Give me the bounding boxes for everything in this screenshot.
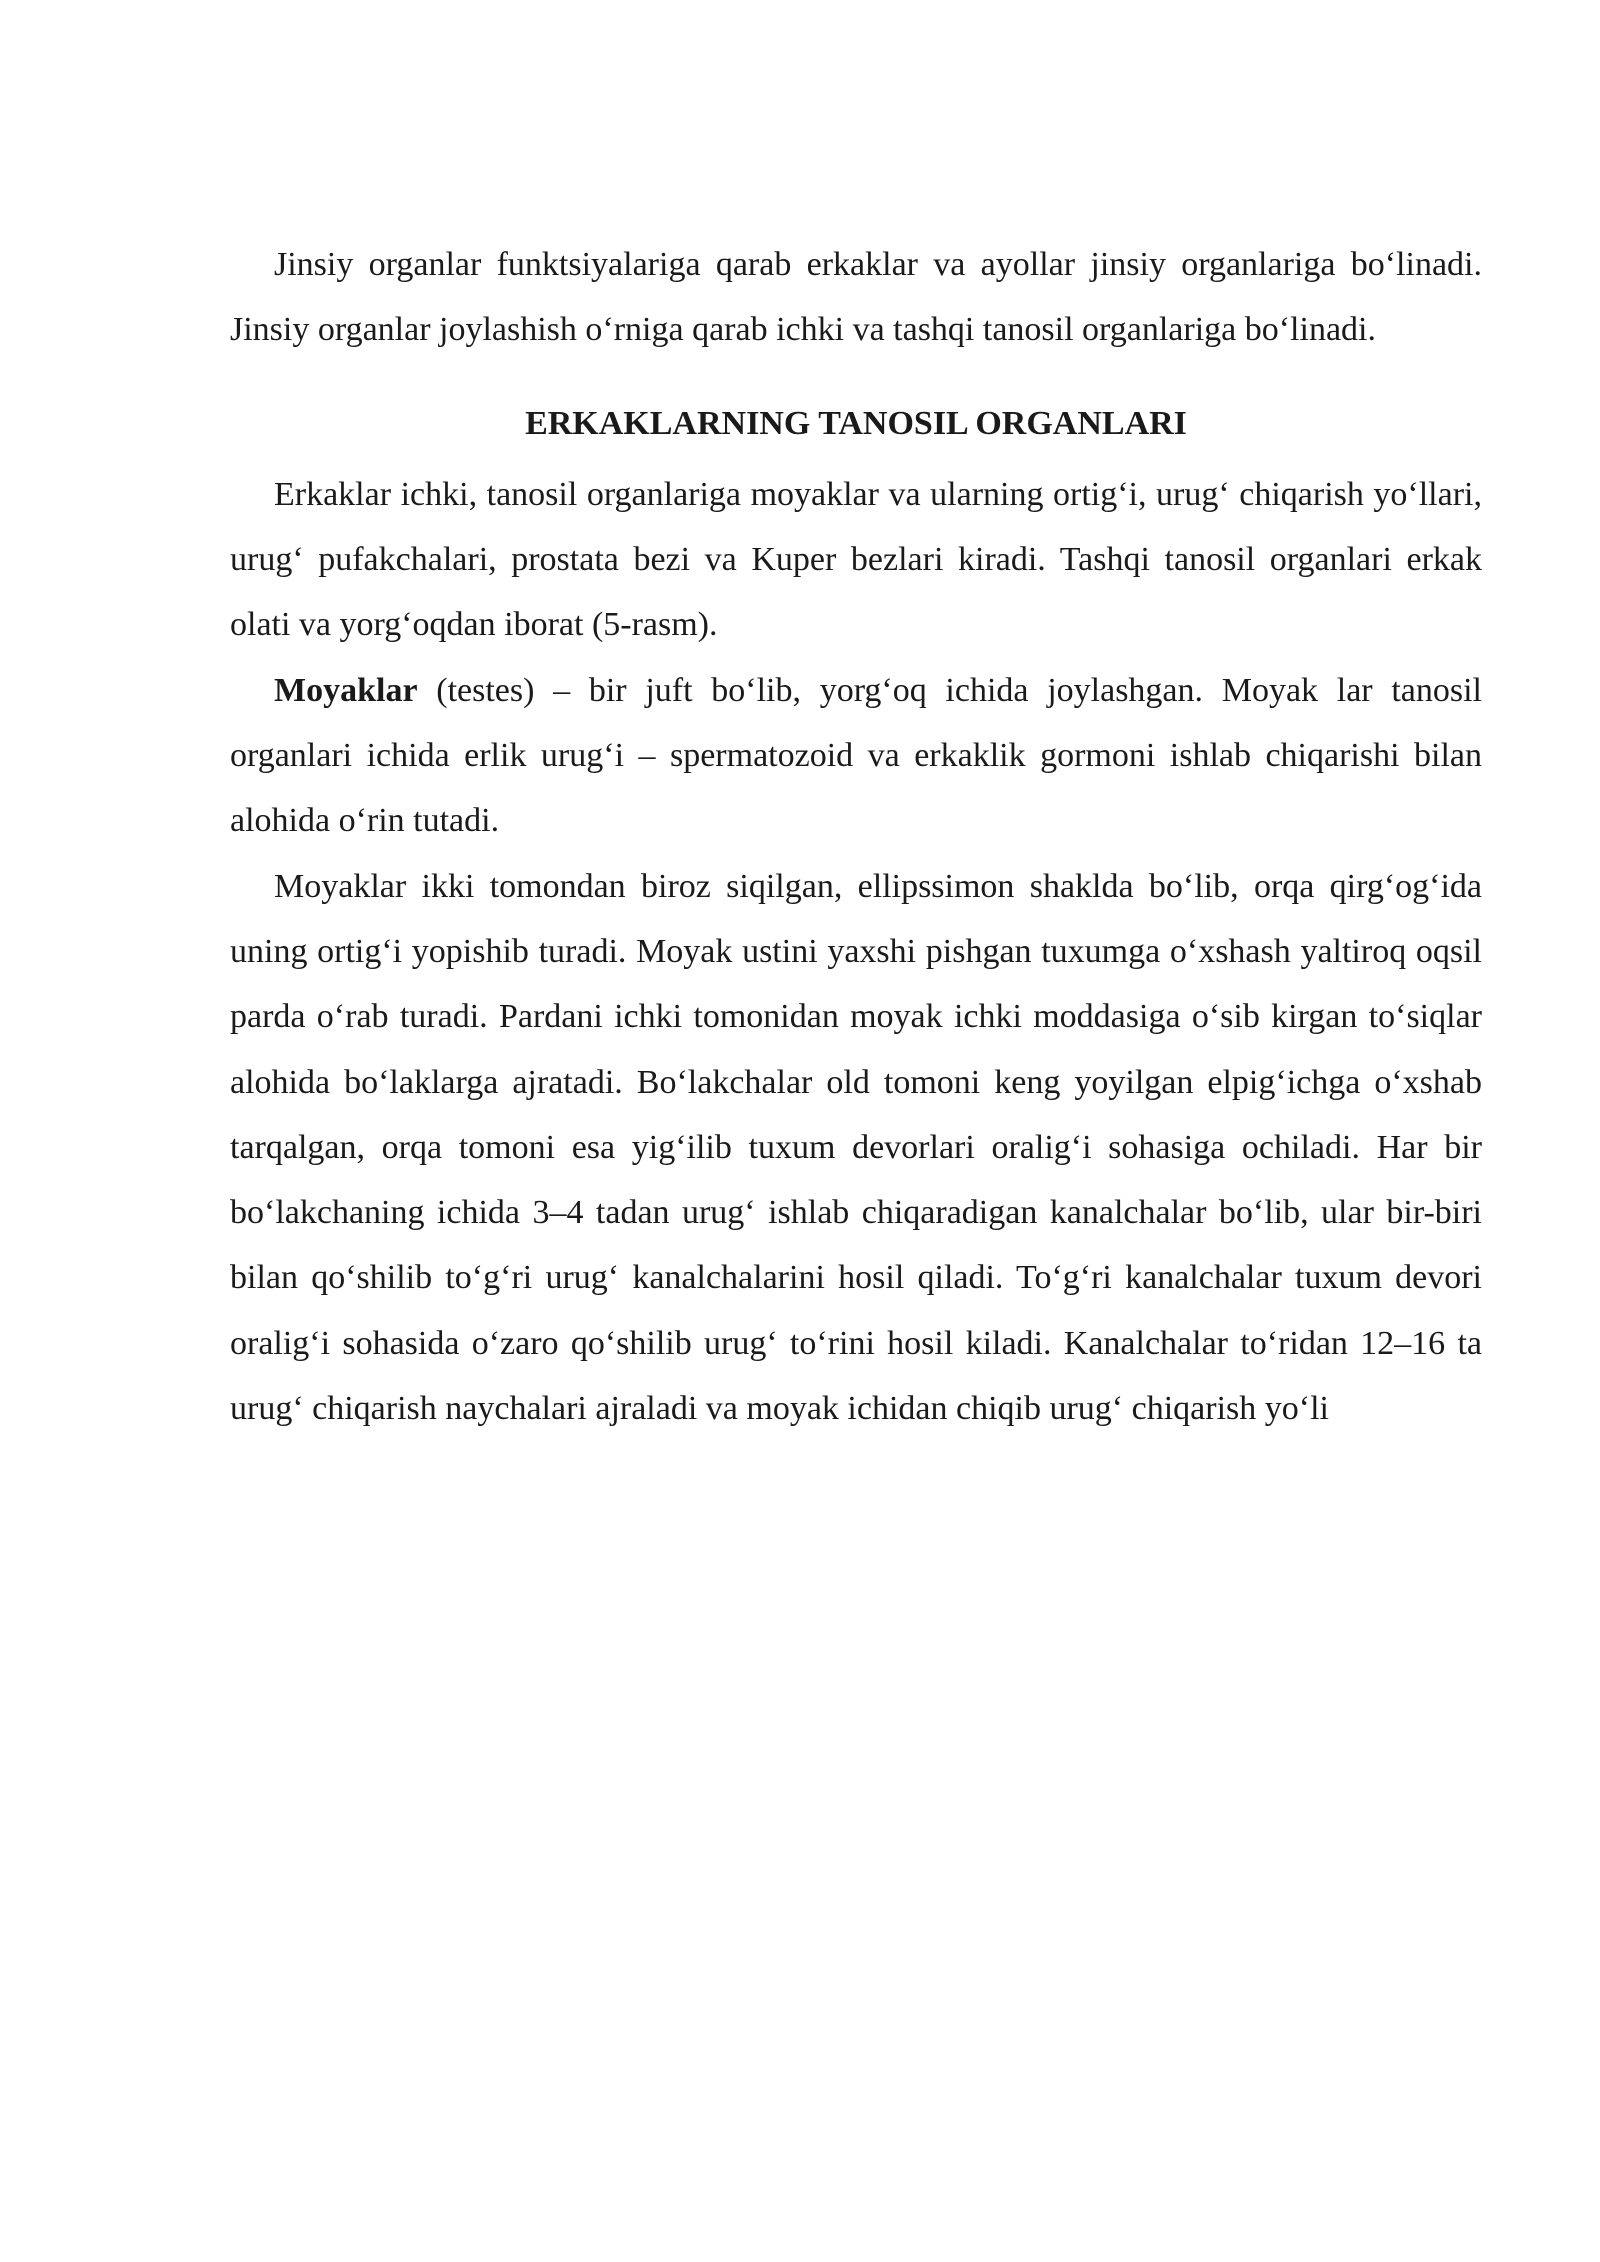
paragraph-testes (230, 658, 1482, 854)
paragraph-internal-organs: Erkaklar ichki, tanosil organlariga moyaklar va ularning ortig‘i, urug‘ chiqarish yo‘llari, urug‘ pufakchalari, prostata bezi va Kuper bezlari kiradi. Tashqi tanosil organlari erkak olati va yorg‘oqdan iborat (5-rasm). (230, 475, 1482, 644)
document-page (230, 232, 1482, 1441)
term-moyaklar: Moyaklar (274, 671, 418, 709)
paragraph-testes-structure: Moyaklar ikki tomondan biroz siqilgan, ellipssimon shaklda bo‘lib, orqa qirg‘og‘ida uning ortig‘i yopishib turadi. Moyak ustini yaxshi pishgan tuxumga o‘xshash yaltiroq oqsil parda o‘rab turadi. Pardani ichki tomonidan moyak ichki moddasiga o‘sib kirgan to‘siqlar alohida bo‘laklarga ajratadi. Bo‘lakchalar old tomoni keng yoyilgan elpig‘ichga o‘xshab tarqalgan, orqa tomoni esa yig‘ilib tuxum devorlari oralig‘i sohasiga ochiladi. Har bir bo‘lakchaning ichida 3–4 tadan urug‘ ishlab chiqaradigan kanalchalar bo‘lib, ular bir-biri bilan qo‘shilib to‘g‘ri urug‘ kanalchalarini hosil qiladi. To‘g‘ri kanalchalar tuxum devori oralig‘i sohasida o‘zaro qo‘shilib urug‘ to‘rini hosil kiladi. Kanalchalar to‘ridan 12–16 ta urug‘ chiqarish naychalari ajraladi va moyak ichidan chiqib urug‘ chiqarish yo‘li (230, 867, 1482, 1428)
section-heading: ERKAKLARNING TANOSIL ORGANLARI (525, 404, 1187, 442)
paragraph-intro: Jinsiy organlar funktsiyalariga qarab erkaklar va ayollar jinsiy organlariga bo‘linadi. Jinsiy organlar joylashish o‘rniga qarab ichki va tashqi tanosil organlariga bo‘linadi. (230, 246, 1482, 349)
paragraph-testes-text: (testes) – bir juft bo‘lib, yorg‘oq ichida joylashgan. Moyak lar tanosil organlari ichida erlik urug‘i – spermatozoid va erkaklik gormoni ishlab chiqarishi bilan alohida o‘rin tutadi. (230, 671, 1482, 840)
